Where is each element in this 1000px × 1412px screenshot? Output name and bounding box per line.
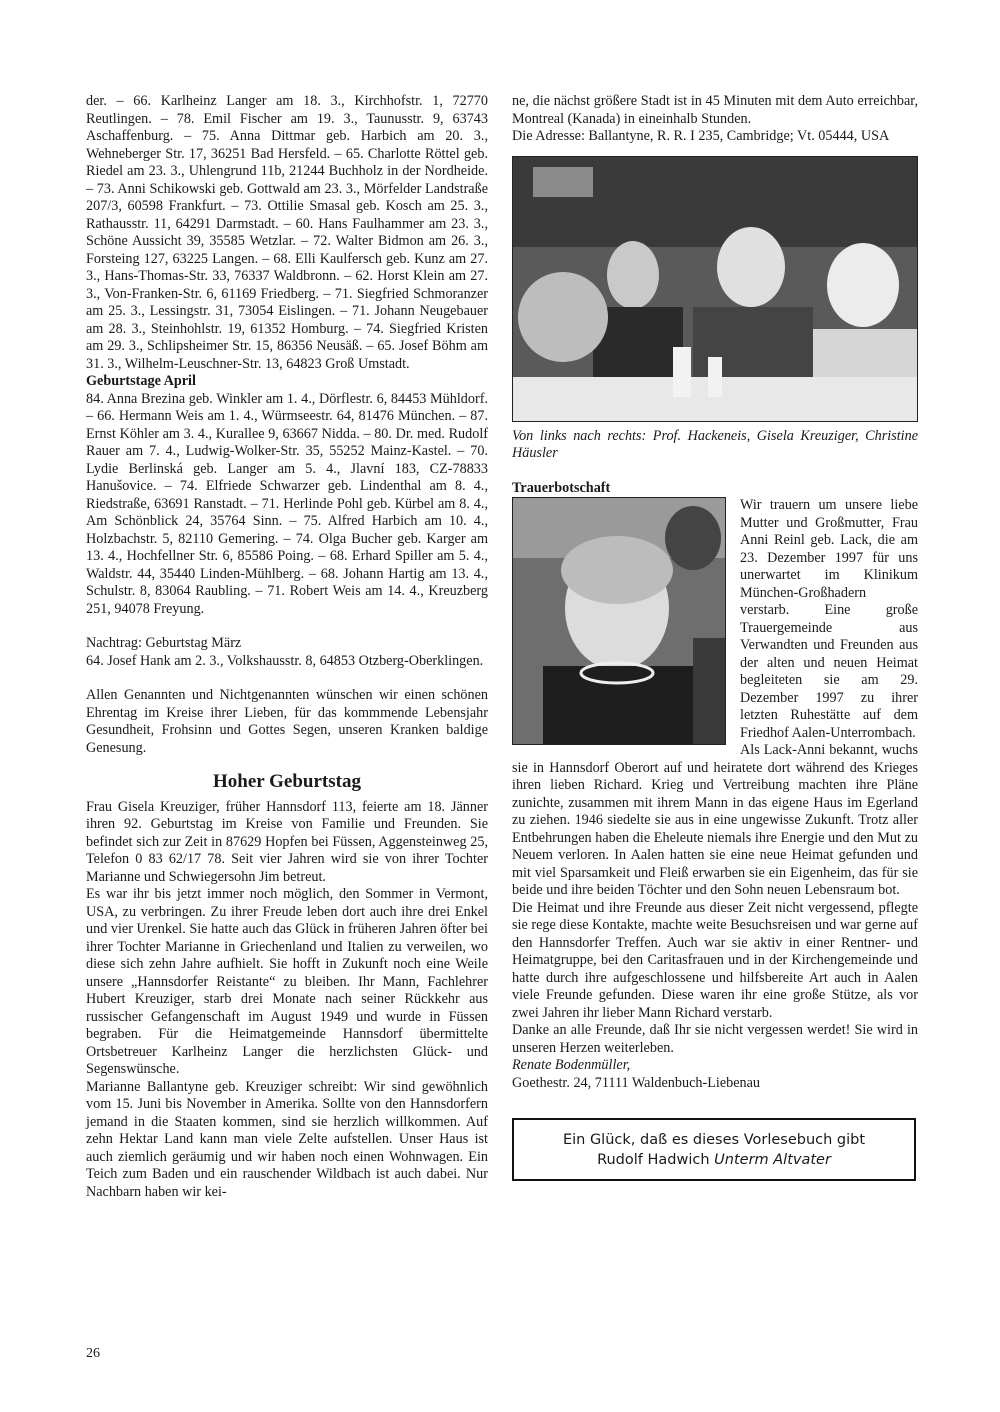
birthdays-march-list: der. – 66. Karlheinz Langer am 18. 3., Kirchhofstr. 1, 72770 Reutlingen. – 78. Emil Fischer am 19. 3., Taunusstr. 9, 63743 Aschaffenburg. – 75. Anna Dittmar geb. Harbich am 20. 3., Wehneberger Str. 17, 36251 Bad Hersfeld. – 65. Charlotte Röttel geb. Riedel am 23. 3., Uhlengrund 11b, 21244 Buchholz in der Nordheide. – 73. Anni Schikowski geb. Gottwald am 23. 3., Mörfelder Landstraße 207/3, 60598 Frankfurt. – 73. Ottilie Smasal geb. Kosch am 25. 3., Rathausstr. 11, 64291 Darmstadt. – 60. Hans Faulhammer am 23. 3., Schöne Aussicht 39, 35585 Wetzlar. – 72. Walter Bidmon am 26. 3., Forsteing 127, 63225 Langen. – 68. Elli Kaulfersch geb. Kunz am 27. 3., Hans-Thomas-Str. 33, 76337 Waldbronn. – 62. Horst Klein am 27. 3., Von-Franken-Str. 6, 61169 Friedberg. – 71. Siegfried Schmoranzer am 25. 3., Lessingstr. 31, 73054 Eislingen. – 71. Johann Neugebauer am 28. 3., Steinhohlstr. 19, 61352 Homburg. – 74. Siegfried Kristen am 29. 3., Schlipsheimer Str. 15, 86356 Neusäß. – 65. Josef Böhm am 31. 3., Wilhelm-Leuschner-Str. 13, 64823 Groß Umstadt. bbox=[86, 93, 488, 372]
addendum-heading: Nachtrag: Geburtstag März bbox=[86, 635, 242, 651]
right-column bbox=[512, 93, 918, 1181]
trauer-section bbox=[512, 480, 918, 1093]
hoher-paragraph-2: Es war ihr bis jetzt immer noch möglich, den Sommer in Vermont, USA, zu verbringen. Zu ihrer Freude leben dort auch ihre drei Enkel und vier Urenkel. Sie hatte auch das Glück in früheren Jahren öfter bei ihrer Tochter Marianne in Griechenland und Italien zu verweilen, wo diese sich zehn Jahre aufhielt. Sie hofft in Zukunft noch eine Weile unsere „Hannsdorfer Reistante“ zu bleiben. Ihr Mann, Fachlehrer Hubert Kreuziger, starb drei Monate nach seiner Rückkehr aus russischer Gefangenschaft im August 1949 und wurde in Füssen begraben. Für die Heimatgemeinde Hannsdorf übermittelte Ortsbetreuer Karlheinz Langer die herzlichsten Glück- und Segenswünsche. bbox=[86, 886, 488, 1077]
hoher-paragraph-1: Frau Gisela Kreuziger, früher Hannsdorf 113, feierte am 18. Jänner ihren 92. Geburtstag im Kreise von Familie und Freunden. Sie befindet sich zur Zeit in 87629 Hopfen bei Füssen, Aggensteinweg 25, Telefon 0 83 62/17 78. Seit vier Jahren wird sie von ihrer Tochter Marianne und Schwiegersohn Jim betreut. bbox=[86, 798, 488, 885]
photo-caption: Von links nach rechts: Prof. Hackeneis, Gisela Kreuziger, Christine Häusler bbox=[512, 427, 918, 461]
page-number: 26 bbox=[86, 1346, 100, 1361]
wishes-paragraph: Allen Genannten und Nichtgenannten wünschen wir einen schönen Ehrentag im Kreise ihrer Lieben, für das kommmende Lebensjahr Gesundheit, Frohsinn und Gottes Segen, unseren Kranken baldige Genesung. bbox=[86, 687, 488, 756]
portrait-photo bbox=[512, 497, 726, 745]
group-photo bbox=[512, 156, 918, 422]
address-paragraph: Die Adresse: Ballantyne, R. R. I 235, Cambridge; Vt. 05444, USA bbox=[512, 128, 890, 144]
addendum-text: 64. Josef Hank am 2. 3., Volkshausstr. 8, 64853 Otzberg-Oberklingen. bbox=[86, 652, 484, 669]
trauer-paragraph-2: Als Lack-Anni bekannt, wuchs sie in Hannsdorf Oberort auf und heiratete dort während des Krieges ihren lieben Richard. Krieg und Vertreibung machten ihre Pläne zunichte, zusammen mit ihrem Mann in das eigene Haus im Egerland zu ziehen. 1946 siedelte sie aus in eine ungewisse Zukunft. Trotz aller Entbehrungen haben die Eheleute niemals ihre Energie und den Mut zu Neuem verloren. In Aalen hatten sie eine neue Heimat gefunden und mit viel Sparsamkeit und Fleiß erwarben sie ein Eigenheim, das für sie beide und ihre beiden Töchter und den Sohn neuen Lebensraum bot. bbox=[512, 742, 918, 898]
advert-book-title: Unterm Altvater bbox=[714, 1152, 831, 1168]
left-column bbox=[86, 93, 488, 1201]
portrait-photo-image bbox=[513, 498, 725, 744]
book-advert-box bbox=[512, 1118, 916, 1181]
advert-author: Rudolf Hadwich bbox=[597, 1152, 710, 1168]
advert-line-1: Ein Glück, daß es dieses Vorlesebuch gibt bbox=[562, 1132, 866, 1148]
advert-line-2 bbox=[514, 1150, 914, 1170]
signature-address: Goethestr. 24, 71111 Waldenbuch-Liebenau bbox=[512, 1074, 760, 1091]
april-heading: Geburtstage April bbox=[86, 373, 196, 389]
continuation-paragraph: ne, die nächst größere Stadt ist in 45 Minuten mit dem Auto erreichbar, Montreal (Kanada) in eineinhalb Stunden. bbox=[512, 93, 918, 127]
trauer-paragraph-3: Die Heimat und ihre Freunde aus dieser Zeit nicht vergessend, pflegte sie rege diese Kontakte, machte weite Besuchsreisen und war gerne auf den Hannsdorfer Treffen. Auch war sie aktiv in einer Rentner- und Heimatgruppe, bei den Caritasfrauen und in der Kirchengemeinde und hatte durch ihre aufgeschlossene und hilfsbereite Art auch in Aalen viele Freunde gefunden. Diese waren ihr eine große Stütze, als vor zwei Jahren ihr lieber Mann Richard verstarb. bbox=[512, 899, 918, 1021]
trauer-paragraph-4: Danke an alle Freunde, daß Ihr sie nicht vergessen werdet! Sie wird in unseren Herzen weiterleben. bbox=[512, 1022, 918, 1056]
group-photo-image bbox=[513, 157, 917, 421]
hoher-paragraph-3: Marianne Ballantyne geb. Kreuziger schreibt: Wir sind gewöhnlich vom 15. Juni bis November in Amerika. Sollte von den Hannsdorfern jemand in die Staaten kommen, sind sie herzlich willkommen. Auf zehn Hektar Land kann man viele Zelte aufstellen. Unser Haus ist auch ziemlich geräumig und wir haben noch einen Wohnwagen. Ein Teich zum Baden und ein rauschender Wildbach ist auch dabei. Nur Nachbarn haben wir kei- bbox=[86, 1078, 488, 1200]
hoher-geburtstag-heading: Hoher Geburtstag bbox=[213, 771, 361, 792]
birthdays-april-list: 84. Anna Brezina geb. Winkler am 1. 4., Dörflestr. 6, 84453 Mühldorf. – 66. Hermann Weis am 1. 4., Würmseestr. 64, 81476 München. – 87. Ernst Köhler am 3. 4., Kurallee 9, 63667 Nidda. – 80. Dr. med. Rudolf Rauer am 7. 4., Ludwig-Wolker-Str. 35, 55252 Mainz-Kastel. – 70. Lydie Berlinská geb. Langer am 5. 4., Jlavní 183, CZ-78833 Hanušovice. – 74. Elfriede Schwarzer geb. Lindenthal am 8. 4., Riedstraße, 63691 Ranstadt. – 71. Herlinde Pohl geb. Kürbel am 8. 4., Am Schönblick 24, 35764 Sinn. – 75. Alfred Harbich am 10. 4., Holzbachstr. 5, 82110 Gemering. – 74. Olga Bucher geb. Karger am 13. 4., Hochfellner Str. 6, 85586 Poing. – 68. Erhard Spiller am 5. 4., Waldstr. 44, 35440 Linden-Mühlberg. – 68. Johann Hartig am 13. 4., Schulstr. 8, 83064 Raubling. – 71. Robert Weis am 14. 4., Kreuzberg 251, 94078 Freyung. bbox=[86, 390, 488, 617]
signature-name: Renate Bodenmüller, bbox=[512, 1057, 631, 1073]
trauer-heading: Trauerbotschaft bbox=[512, 479, 611, 496]
trauer-paragraph-1: Wir trauern um unsere liebe Mutter und Großmutter, Frau Anni Reinl geb. Lack, die am 23. Dezember 1997 für uns unerwartet im Klinikum München-Großhadern verstarb. Eine große Trauergemeinde aus Verwandten und Freunden aus der alten und neuen Heimat begleiteten sie am 29. Dezember 1997 zu ihrer letzten Ruhestätte auf dem Friedhof Aalen-Unterrombach. bbox=[740, 497, 918, 741]
